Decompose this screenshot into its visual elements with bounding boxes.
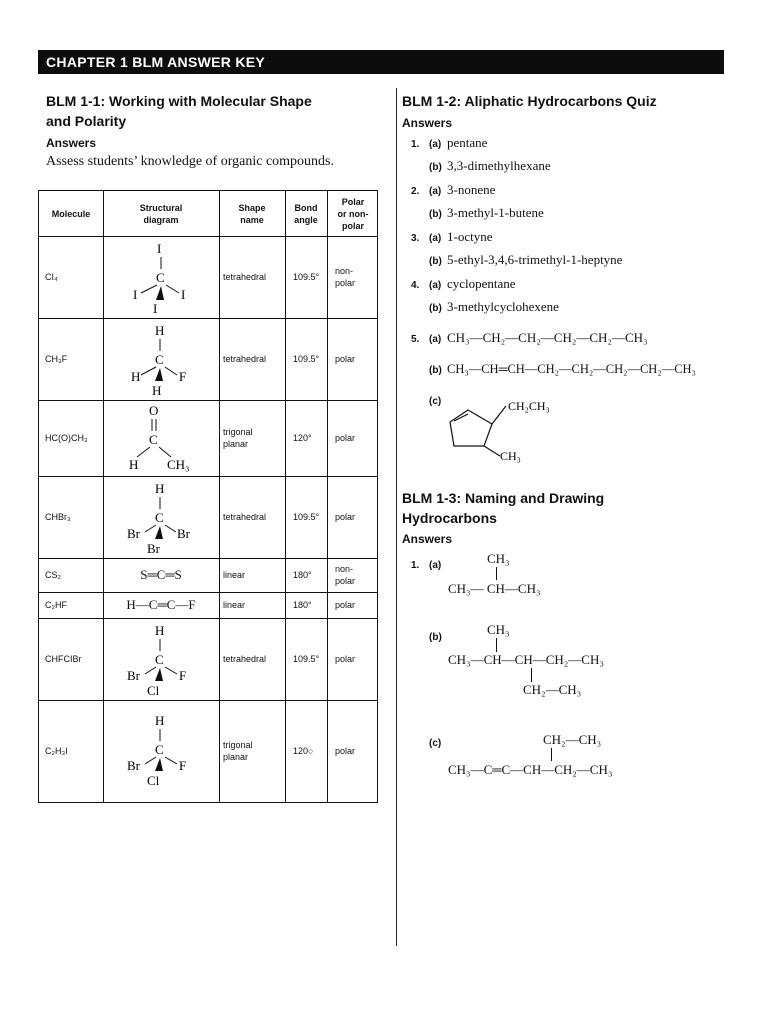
row3-shape: trigonal planar: [223, 427, 253, 449]
blm13-q1a-label: 1. (a): [411, 560, 442, 571]
header-shape: Shape name: [238, 202, 266, 225]
blm13-q1c-label: (c): [429, 738, 442, 749]
row8-molecule: C₂H₃I: [45, 746, 68, 756]
q3b: (b) 5-ethyl-3,4,6-trimethyl-1-heptyne: [429, 252, 623, 267]
row6-polarity: polar: [335, 600, 356, 610]
row3-molecule: HC(O)CH₃: [45, 433, 88, 443]
row5-shape: linear: [223, 570, 246, 580]
blm13-q1b-top: CH₃: [487, 622, 510, 637]
row3-polarity: polar: [335, 433, 356, 443]
svg-text:H: H: [155, 481, 165, 496]
q4a: 4. (a) cyclopentane: [411, 276, 516, 291]
row5-polarity: non- polar: [335, 564, 356, 586]
diagram-chbr3: [119, 479, 209, 557]
row1-shape: tetrahedral: [223, 272, 267, 282]
row6-molecule: C₂HF: [45, 600, 67, 610]
row7-molecule: CHFCIBr: [45, 654, 82, 664]
row2-polarity: polar: [335, 354, 356, 364]
svg-text:H: H: [152, 383, 162, 398]
blm11-answers-label: Answers: [46, 136, 97, 150]
svg-text:H: H: [129, 457, 139, 472]
row5-molecule: CS₂: [45, 570, 61, 580]
blm13-q1b-bottom: CH₂—CH₃: [523, 682, 582, 697]
header-molecule: Molecule: [51, 208, 91, 219]
blm11-intro: Assess students’ knowledge of organic compounds.: [46, 154, 334, 169]
blm13-q1a-top: CH₃: [487, 551, 510, 566]
row3-angle: 120°: [293, 433, 312, 443]
diagram-chfclbr: [119, 621, 203, 699]
svg-text:C: C: [155, 652, 164, 667]
q5b: (b) CH₃—CH═CH—CH₂—CH₂—CH₂—CH₂—CH₃: [429, 362, 696, 376]
q1b: (b) 3,3-dimethylhexane: [429, 158, 551, 173]
row6-angle: 180°: [293, 600, 312, 610]
row2-shape: tetrahedral: [223, 354, 267, 364]
svg-text:CH₃: CH₃: [500, 449, 521, 463]
svg-text:CH₂CH₃: CH₂CH₃: [508, 399, 550, 413]
diagram-c2h3i: [119, 711, 203, 791]
svg-text:C: C: [149, 432, 158, 447]
row2-molecule: CH₃F: [45, 354, 68, 364]
svg-text:Br: Br: [177, 526, 190, 541]
row4-shape: tetrahedral: [223, 512, 267, 522]
svg-text:C: C: [155, 352, 164, 367]
row7-polarity: polar: [335, 654, 356, 664]
svg-text:CH₃: CH₃: [167, 457, 190, 472]
blm11-title-line2: and Polarity: [46, 113, 127, 129]
q5a: 5. (a) CH₃—CH₂—CH₂—CH₂—CH₂—CH₃: [411, 330, 648, 345]
blm11-title-line1: BLM 1-1: Working with Molecular Shape: [46, 93, 312, 109]
svg-text:O: O: [149, 403, 159, 418]
row8-angle: 120○: [293, 746, 314, 756]
banner-title: CHAPTER 1 BLM ANSWER KEY: [46, 54, 266, 70]
svg-text:Br: Br: [147, 541, 160, 556]
q1a: 1. (a) pentane: [411, 135, 488, 150]
header-structural: Structural diagram: [139, 202, 183, 225]
header-bond-angle: Bond angle: [294, 202, 318, 225]
diagram-ci4: [119, 239, 203, 317]
row8-polarity: polar: [335, 746, 356, 756]
svg-text:H: H: [131, 369, 141, 384]
svg-text:Br: Br: [127, 526, 140, 541]
blm12-title: BLM 1-2: Aliphatic Hydrocarbons Quiz: [402, 93, 657, 109]
svg-text:Cl: Cl: [147, 773, 160, 788]
svg-text:I: I: [153, 301, 158, 316]
blm13-q1b-bond-top: [496, 638, 497, 652]
svg-text:Br: Br: [127, 668, 140, 683]
diagram-c2hf: H—C═C—F: [126, 597, 196, 612]
blm13-q1a-main: CH₃— CH—CH₃: [448, 581, 541, 596]
column-divider: [396, 88, 397, 946]
svg-text:H: H: [155, 713, 165, 728]
row7-shape: tetrahedral: [223, 654, 267, 664]
q5c-cyclopentene-diagram: [446, 394, 576, 466]
blm13-q1c-bond: [551, 748, 552, 761]
diagram-cs2: S═C═S: [140, 567, 182, 582]
svg-text:F: F: [179, 369, 187, 384]
blm13-answers-label: Answers: [402, 532, 453, 546]
chapter-banner: [38, 50, 724, 74]
blm13-q1b-bond-bottom: [531, 668, 532, 682]
row2-angle: 109.5°: [293, 354, 320, 364]
svg-text:Cl: Cl: [147, 683, 160, 698]
diagram-ch3f: [119, 321, 203, 399]
q2a: 2. (a) 3-nonene: [411, 182, 496, 197]
blm12-answers-label: Answers: [402, 116, 453, 130]
header-polarity: Polar or non- polar: [337, 196, 369, 231]
row4-angle: 109.5°: [293, 512, 320, 522]
blm13-title-line1: BLM 1-3: Naming and Drawing: [402, 490, 605, 506]
row5-angle: 180°: [293, 570, 312, 580]
svg-text:H: H: [155, 323, 165, 338]
q5c-label: (c): [429, 396, 442, 407]
svg-text:C: C: [156, 270, 165, 285]
blm13-title-line2: Hydrocarbons: [402, 510, 497, 526]
q2b: (b) 3-methyl-1-butene: [429, 205, 544, 220]
blm13-q1b-label: (b): [429, 632, 442, 643]
blm11-title: [46, 91, 312, 131]
molecule-table: [38, 190, 378, 803]
row6-shape: linear: [223, 600, 246, 610]
svg-text:I: I: [133, 287, 138, 302]
row7-angle: 109.5°: [293, 654, 320, 664]
blm13-q1a-bond: [496, 567, 497, 580]
row4-polarity: polar: [335, 512, 356, 522]
row4-molecule: CHBr₃: [45, 512, 71, 522]
blm13-q1b-main: CH₃—CH—CH—CH₂—CH₃: [448, 652, 604, 667]
svg-text:H: H: [155, 623, 165, 638]
q3a: 3. (a) 1-octyne: [411, 229, 493, 244]
blm13-q1c-top: CH₂—CH₃: [543, 732, 602, 747]
q4b: (b) 3-methylcyclohexene: [429, 299, 559, 314]
blm13-q1c-main: CH₃—C═C—CH—CH₂—CH₃: [448, 762, 613, 777]
row1-molecule: CI₄: [45, 272, 58, 282]
svg-text:I: I: [181, 287, 186, 302]
svg-text:I: I: [157, 241, 162, 256]
blm13-title: [402, 488, 604, 528]
svg-text:F: F: [179, 758, 187, 773]
svg-text:C: C: [155, 742, 164, 757]
svg-text:Br: Br: [127, 758, 140, 773]
row8-shape: trigonal planar: [223, 740, 253, 762]
svg-text:C: C: [155, 510, 164, 525]
row1-polarity: non- polar: [335, 266, 356, 288]
row1-angle: 109.5°: [293, 272, 320, 282]
svg-text:F: F: [179, 668, 187, 683]
diagram-hcoch3: [119, 402, 215, 474]
